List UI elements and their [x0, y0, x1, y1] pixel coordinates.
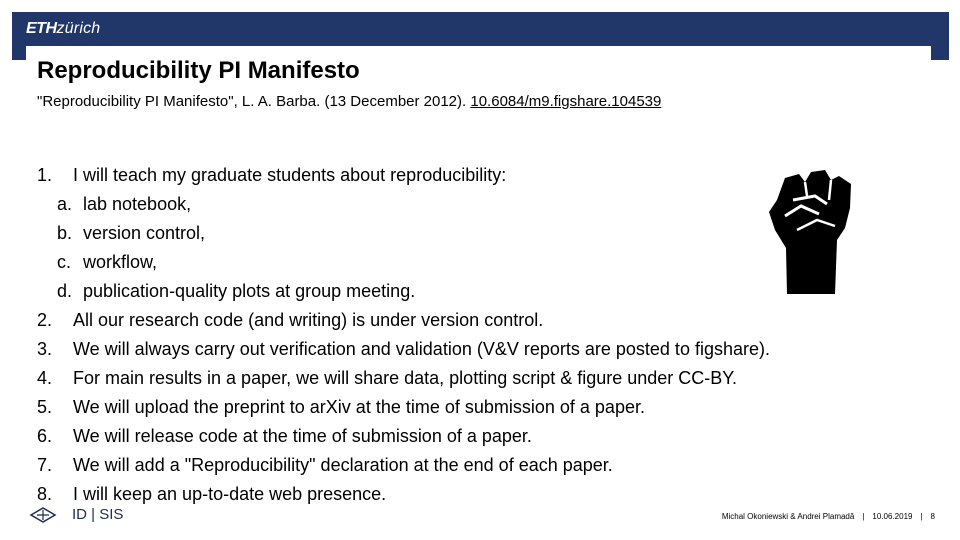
footer-separator: |: [920, 512, 923, 521]
list-subitem: d. publication-quality plots at group meeting.: [57, 281, 416, 301]
list-item: 6. We will release code at the time of submission of a paper.: [37, 426, 532, 446]
list-item: 8. I will keep an up-to-date web presence.: [37, 484, 387, 504]
raised-fist-icon: [755, 156, 865, 296]
department-label: ID | SIS: [72, 506, 124, 523]
citation-text: "Reproducibility PI Manifesto", L. A. Barba. (13 December 2012).: [37, 93, 467, 110]
slide-title: Reproducibility PI Manifesto: [37, 57, 360, 84]
footer-info: [722, 512, 935, 521]
eth-logo: ETHzürich: [26, 20, 101, 37]
list-item: 7. We will add a "Reproducibility" declaration at the end of each paper.: [37, 455, 613, 475]
manifesto-list: [37, 161, 770, 509]
citation: [37, 93, 661, 110]
list-item: 1. I will teach my graduate students about reproducibility:: [37, 165, 507, 185]
page-number: 8: [930, 512, 935, 521]
list-item: 2. All our research code (and writing) is under version control.: [37, 310, 544, 330]
footer-date: 10.06.2019: [872, 512, 913, 521]
list-subitem: b. version control,: [57, 223, 206, 243]
list-subitem: a. lab notebook,: [57, 194, 192, 214]
list-item: 5. We will upload the preprint to arXiv at the time of submission of a paper.: [37, 397, 645, 417]
list-item: 3. We will always carry out verification and validation (V&V reports are posted to figshare).: [37, 339, 770, 359]
footer-authors: Michal Okoniewski & Andrei Plamadă: [721, 512, 855, 521]
eth-seal-icon: [29, 506, 57, 524]
header-bar: [12, 12, 949, 60]
doi-link[interactable]: 10.6084/m9.figshare.104539: [470, 93, 662, 110]
list-subitem: c. workflow,: [57, 252, 158, 272]
list-item: 4. For main results in a paper, we will share data, plotting script & figure under CC-BY.: [37, 368, 737, 388]
footer-separator: |: [862, 512, 865, 521]
